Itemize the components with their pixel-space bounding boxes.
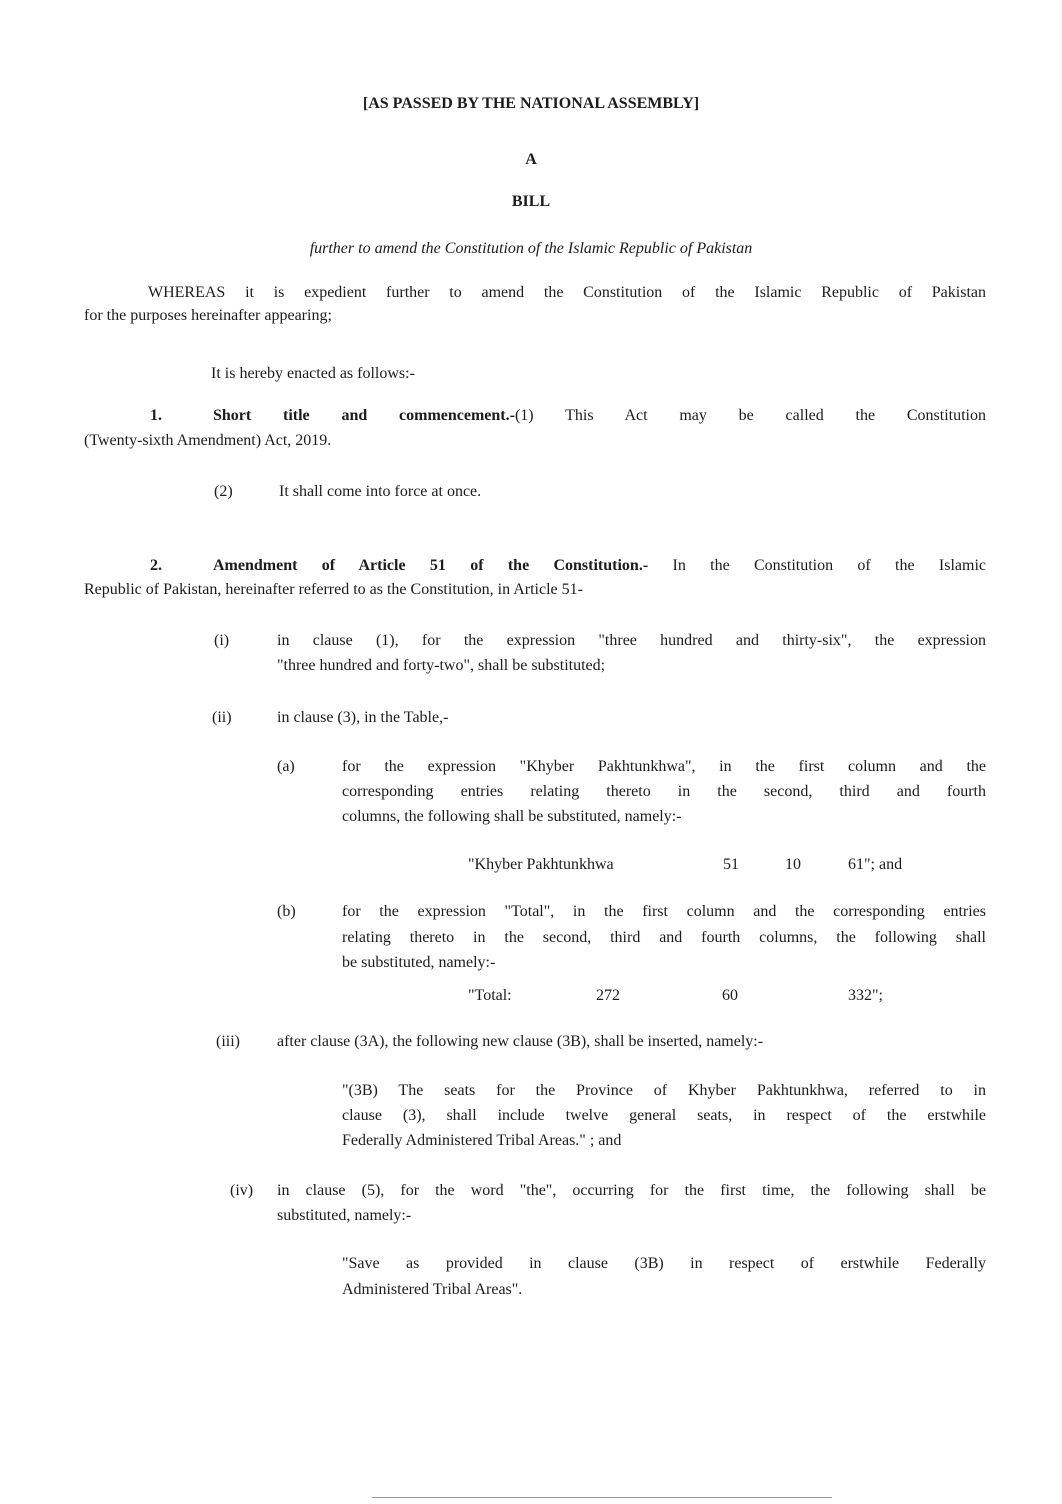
item-b-label: (b)	[277, 903, 296, 920]
clause-i-line-2: "three hundred and forty-two", shall be substituted;	[277, 657, 606, 674]
item-a-line-3: columns, the following shall be substituted, namely:-	[342, 808, 682, 825]
clause-iv-label: (iv)	[230, 1182, 254, 1199]
item-a-line-2: corresponding entries relating thereto in the second, third and fourth	[342, 783, 986, 800]
table-row-kp-women: 10	[785, 856, 801, 873]
table-row-total-general: 272	[596, 987, 620, 1004]
section-2-line-1	[213, 556, 986, 576]
clause-3b-quote-line-1: "(3B) The seats for the Province of Khyber Pakhtunkhwa, referred to in	[342, 1082, 986, 1099]
table-row-kp-general: 51	[723, 856, 739, 873]
clause-iv-line-2: substituted, namely:-	[277, 1207, 412, 1224]
clause-iv-quote-line-2: Administered Tribal Areas".	[342, 1281, 523, 1298]
table-row-total-women: 60	[722, 987, 738, 1004]
clause-iii-text: after clause (3A), the following new clause (3B), shall be inserted, namely:-	[277, 1033, 764, 1050]
section-1-text: (1) This Act may be called the Constitution	[514, 407, 986, 424]
item-b-line-3: be substituted, namely:-	[342, 954, 496, 971]
clause-i-label: (i)	[214, 632, 230, 649]
section-1-subsection-2-text: It shall come into force at once.	[279, 483, 482, 500]
section-1-line-2: (Twenty-sixth Amendment) Act, 2019.	[84, 432, 332, 449]
enacting-clause: It is hereby enacted as follows:-	[211, 365, 415, 382]
table-row-kp-total: 61"; and	[848, 856, 903, 873]
clause-iii-label: (iii)	[216, 1033, 240, 1050]
preamble-line-2: for the purposes hereinafter appearing;	[84, 307, 332, 324]
clause-3b-quote-line-3: Federally Administered Tribal Areas." ; and	[342, 1132, 622, 1149]
clause-ii-label: (ii)	[212, 709, 232, 726]
table-row-kp-province: "Khyber Pakhtunkhwa	[468, 856, 614, 873]
item-a-label: (a)	[277, 758, 295, 775]
item-a-line-1: for the expression "Khyber Pakhtunkhwa", in the first column and the	[342, 758, 986, 775]
section-1-subsection-2-label: (2)	[214, 483, 233, 500]
section-2-heading: Amendment of Article 51 of the Constitution.-	[213, 557, 649, 574]
bill-heading: BILL	[511, 193, 551, 210]
passed-status-heading: [AS PASSED BY THE NATIONAL ASSEMBLY]	[362, 95, 700, 112]
clause-3b-quote-line-2: clause (3), shall include twelve general seats, in respect of the erstwhile	[342, 1107, 986, 1124]
item-b-line-2: relating thereto in the second, third and fourth columns, the following shall	[342, 929, 986, 946]
clause-iv-line-1: in clause (5), for the word "the", occurring for the first time, the following shall be	[277, 1182, 986, 1199]
long-title: further to amend the Constitution of the Islamic Republic of Pakistan	[309, 240, 753, 257]
table-row-total-label: "Total:	[468, 987, 512, 1004]
article-a: A	[525, 151, 537, 168]
footer-rule	[372, 1497, 832, 1498]
section-2-line-2: Republic of Pakistan, hereinafter referred to as the Constitution, in Article 51-	[84, 581, 583, 598]
clause-i-line-1: in clause (1), for the expression "three hundred and thirty-six", the expression	[277, 632, 986, 649]
table-row-total-total: 332";	[848, 987, 883, 1004]
section-2-number: 2.	[150, 557, 162, 574]
section-1-line-1	[213, 406, 986, 426]
preamble-line-1: WHEREAS it is expedient further to amend the Constitution of the Islamic Republic of Pakistan	[148, 284, 986, 301]
section-1-number: 1.	[150, 407, 162, 424]
section-1-heading: Short title and commencement.-	[213, 407, 515, 424]
clause-iv-quote-line-1: "Save as provided in clause (3B) in respect of erstwhile Federally	[342, 1255, 986, 1272]
item-b-line-1: for the expression "Total", in the first column and the corresponding entries	[342, 903, 986, 920]
section-2-text: In the Constitution of the Islamic	[672, 557, 987, 574]
clause-ii-text: in clause (3), in the Table,-	[277, 709, 449, 726]
